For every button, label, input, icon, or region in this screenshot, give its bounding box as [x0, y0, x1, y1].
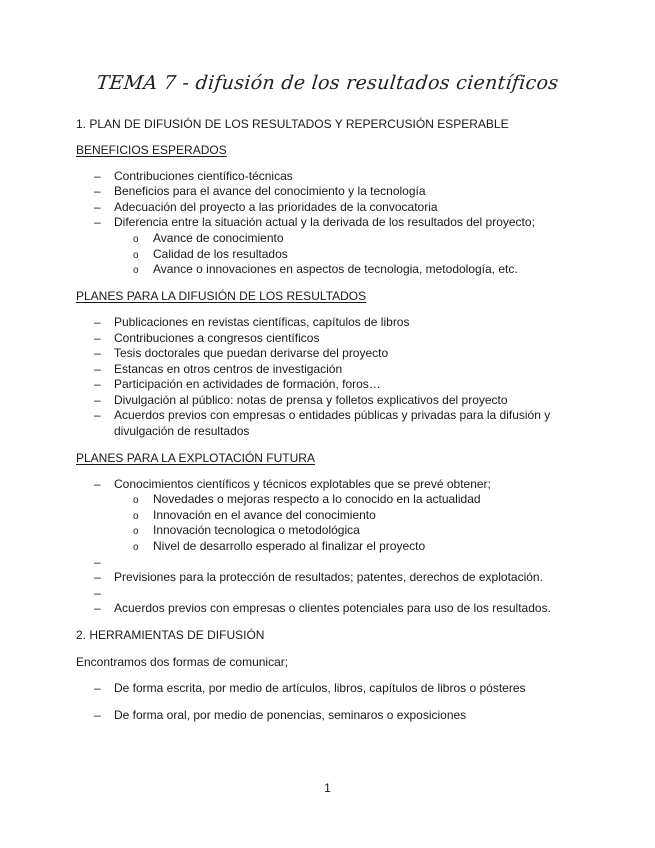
dash-bullet: – [94, 169, 101, 183]
dash-bullet: – [94, 215, 101, 229]
list-item-continuation: divulgación de resultados [114, 424, 250, 438]
circle-bullet: o [133, 511, 139, 522]
sub-list-item: Avance o innovaciones en aspectos de tecnologia, metodología, etc. [153, 262, 518, 276]
list-item: Diferencia entre la situación actual y la derivada de los resultados del proyecto; [114, 215, 535, 229]
list-item: Previsiones para la protección de resultados; patentes, derechos de explotación. [114, 570, 543, 584]
list-item: Participación en actividades de formación, foros… [114, 377, 381, 391]
circle-bullet: o [133, 526, 139, 537]
sub-list-item: Nivel de desarrollo esperado al finalizar el proyecto [153, 539, 426, 553]
dash-bullet: – [94, 477, 101, 491]
planes-difusion-heading: PLANES PARA LA DIFUSIÓN DE LOS RESULTADOS [76, 289, 367, 303]
dash-bullet: – [94, 346, 101, 360]
section-1-heading: 1. PLAN DE DIFUSIÓN DE LOS RESULTADOS Y REPERCUSIÓN ESPERABLE [76, 117, 509, 131]
list-item: Tesis doctorales que puedan derivarse del proyecto [114, 346, 389, 360]
dash-bullet: – [94, 184, 101, 198]
sub-list-item: Calidad de los resultados [153, 247, 288, 261]
list-item: Acuerdos previos con empresas o clientes potenciales para uso de los resultados. [114, 601, 551, 615]
sub-list-item: Innovación tecnologica o metodológica [153, 523, 360, 537]
section-2-heading: 2. HERRAMIENTAS DE DIFUSIÓN [76, 628, 265, 642]
dash-bullet: – [94, 362, 101, 376]
dash-bullet: – [94, 570, 101, 584]
list-item: Divulgación al público: notas de prensa y folletos explicativos del proyecto [114, 393, 508, 407]
sub-list-item: Novedades o mejoras respecto a lo conocido en la actualidad [153, 492, 481, 506]
dash-bullet: – [94, 331, 101, 345]
dash-bullet: – [94, 315, 101, 329]
dash-bullet: – [94, 393, 101, 407]
planes-explotacion-heading: PLANES PARA LA EXPLOTACIÓN FUTURA [76, 451, 315, 465]
circle-bullet: o [133, 495, 139, 506]
sub-list-item: Avance de conocimiento [153, 231, 284, 245]
dash-bullet: – [94, 708, 101, 722]
circle-bullet: o [133, 250, 139, 261]
list-item: Conocimientos científicos y técnicos explotables que se prevé obtener; [114, 477, 491, 491]
circle-bullet: o [133, 234, 139, 245]
list-item: Contribuciones a congresos científicos [114, 331, 320, 345]
dash-bullet: – [94, 601, 101, 615]
list-item: Adecuación del proyecto a las prioridades de la convocatoria [114, 200, 438, 214]
list-item: De forma oral, por medio de ponencias, seminaros o exposiciones [114, 708, 467, 722]
circle-bullet: o [133, 265, 139, 276]
sub-list-item: Innovación en el avance del conocimiento [153, 508, 376, 522]
list-item: Acuerdos previos con empresas o entidades públicas y privadas para la difusión y [114, 408, 551, 422]
list-item: Beneficios para el avance del conocimiento y la tecnología [114, 184, 426, 198]
dash-bullet: – [94, 555, 101, 569]
page-number: 1 [324, 781, 331, 795]
dash-bullet: – [94, 681, 101, 695]
page-title: TEMA 7 - difusión de los resultados científicos [95, 72, 560, 94]
dash-bullet: – [94, 200, 101, 214]
dash-bullet: – [94, 408, 101, 422]
list-item: De forma escrita, por medio de artículos, libros, capítulos de libros o pósteres [114, 681, 526, 695]
beneficios-heading: BENEFICIOS ESPERADOS [76, 143, 227, 157]
list-item: Contribuciones científico-técnicas [114, 169, 293, 183]
list-item: Estancas en otros centros de investigación [114, 362, 343, 376]
list-item: Publicaciones en revistas científicas, capítulos de libros [114, 315, 410, 329]
dash-bullet: – [94, 586, 101, 600]
dash-bullet: – [94, 377, 101, 391]
section-2-intro: Encontramos dos formas de comunicar; [76, 655, 289, 669]
circle-bullet: o [133, 542, 139, 553]
